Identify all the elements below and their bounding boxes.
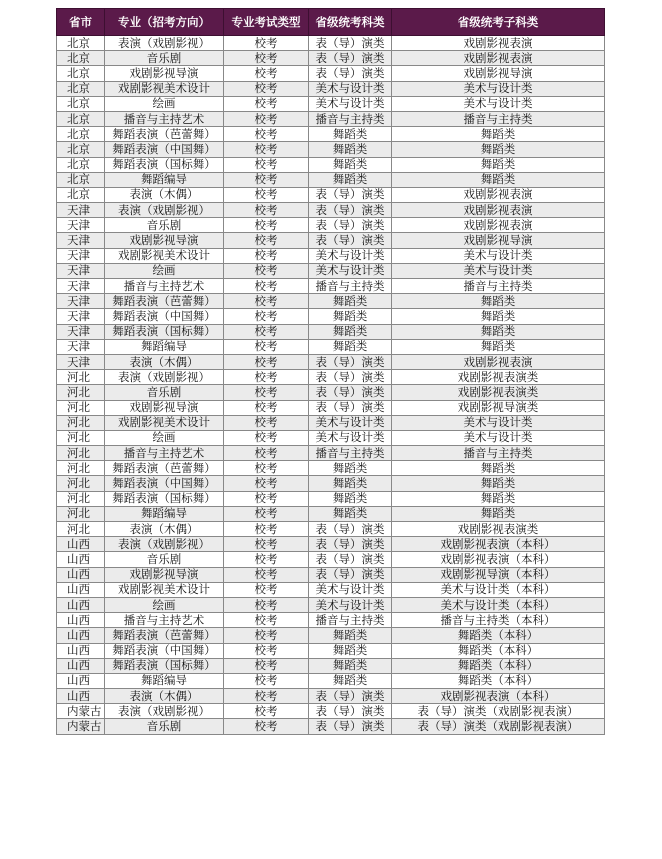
cell-province: 天津 bbox=[57, 203, 105, 218]
cell-exam-type: 校考 bbox=[224, 127, 309, 142]
table-header-row bbox=[57, 9, 605, 36]
table-row bbox=[57, 446, 605, 461]
cell-major: 戏剧影视导演 bbox=[105, 400, 224, 415]
table-row bbox=[57, 582, 605, 597]
table-row bbox=[57, 628, 605, 643]
table-row bbox=[57, 491, 605, 506]
table-row bbox=[57, 218, 605, 233]
cell-major: 舞蹈编导 bbox=[105, 506, 224, 521]
cell-province: 山西 bbox=[57, 689, 105, 704]
cell-exam-subcategory: 戏剧影视表演 bbox=[392, 203, 605, 218]
cell-exam-subcategory: 美术与设计类 bbox=[392, 430, 605, 445]
cell-exam-subcategory: 戏剧影视表演 bbox=[392, 218, 605, 233]
cell-province: 河北 bbox=[57, 506, 105, 521]
cell-exam-subcategory: 舞蹈类 bbox=[392, 172, 605, 187]
cell-province: 河北 bbox=[57, 400, 105, 415]
table-row bbox=[57, 370, 605, 385]
cell-exam-type: 校考 bbox=[224, 279, 309, 294]
cell-exam-type: 校考 bbox=[224, 142, 309, 157]
cell-major: 戏剧影视美术设计 bbox=[105, 582, 224, 597]
cell-major: 戏剧影视导演 bbox=[105, 233, 224, 248]
cell-exam-subcategory: 戏剧影视表演 bbox=[392, 36, 605, 51]
cell-exam-subcategory: 舞蹈类 bbox=[392, 324, 605, 339]
table-row bbox=[57, 248, 605, 263]
table-row bbox=[57, 142, 605, 157]
cell-exam-category: 播音与主持类 bbox=[309, 279, 392, 294]
cell-major: 舞蹈表演（中国舞） bbox=[105, 643, 224, 658]
table-row bbox=[57, 613, 605, 628]
cell-exam-subcategory: 舞蹈类（本科） bbox=[392, 628, 605, 643]
table-row bbox=[57, 81, 605, 96]
cell-province: 内蒙古 bbox=[57, 719, 105, 734]
cell-exam-subcategory: 舞蹈类 bbox=[392, 506, 605, 521]
table-body bbox=[57, 36, 605, 735]
cell-exam-type: 校考 bbox=[224, 51, 309, 66]
cell-exam-category: 美术与设计类 bbox=[309, 415, 392, 430]
table-row bbox=[57, 309, 605, 324]
cell-exam-type: 校考 bbox=[224, 658, 309, 673]
cell-exam-category: 舞蹈类 bbox=[309, 157, 392, 172]
cell-major: 舞蹈编导 bbox=[105, 673, 224, 688]
cell-exam-type: 校考 bbox=[224, 628, 309, 643]
table-row bbox=[57, 96, 605, 111]
cell-province: 山西 bbox=[57, 628, 105, 643]
cell-exam-category: 美术与设计类 bbox=[309, 430, 392, 445]
table-row bbox=[57, 400, 605, 415]
cell-exam-subcategory: 舞蹈类（本科） bbox=[392, 658, 605, 673]
cell-major: 舞蹈表演（芭蕾舞） bbox=[105, 294, 224, 309]
cell-exam-type: 校考 bbox=[224, 263, 309, 278]
table-row bbox=[57, 673, 605, 688]
cell-exam-subcategory: 戏剧影视表演 bbox=[392, 51, 605, 66]
cell-exam-subcategory: 播音与主持类 bbox=[392, 111, 605, 126]
cell-exam-subcategory: 戏剧影视表演（本科） bbox=[392, 689, 605, 704]
cell-exam-category: 美术与设计类 bbox=[309, 597, 392, 612]
cell-province: 山西 bbox=[57, 537, 105, 552]
cell-exam-type: 校考 bbox=[224, 643, 309, 658]
table-row bbox=[57, 233, 605, 248]
cell-province: 天津 bbox=[57, 279, 105, 294]
cell-exam-category: 美术与设计类 bbox=[309, 81, 392, 96]
cell-exam-category: 舞蹈类 bbox=[309, 658, 392, 673]
table-row bbox=[57, 385, 605, 400]
cell-exam-type: 校考 bbox=[224, 66, 309, 81]
table-row bbox=[57, 597, 605, 612]
cell-exam-type: 校考 bbox=[224, 172, 309, 187]
cell-exam-type: 校考 bbox=[224, 294, 309, 309]
cell-exam-category: 舞蹈类 bbox=[309, 643, 392, 658]
table-row bbox=[57, 476, 605, 491]
cell-province: 天津 bbox=[57, 339, 105, 354]
cell-province: 北京 bbox=[57, 81, 105, 96]
cell-exam-subcategory: 戏剧影视导演（本科） bbox=[392, 567, 605, 582]
cell-province: 山西 bbox=[57, 567, 105, 582]
cell-exam-type: 校考 bbox=[224, 689, 309, 704]
cell-major: 表演（木偶） bbox=[105, 354, 224, 369]
cell-exam-type: 校考 bbox=[224, 400, 309, 415]
cell-province: 北京 bbox=[57, 127, 105, 142]
cell-province: 北京 bbox=[57, 157, 105, 172]
table-row bbox=[57, 461, 605, 476]
cell-exam-category: 表（导）演类 bbox=[309, 522, 392, 537]
cell-province: 北京 bbox=[57, 172, 105, 187]
cell-exam-category: 舞蹈类 bbox=[309, 461, 392, 476]
cell-exam-type: 校考 bbox=[224, 552, 309, 567]
cell-major: 绘画 bbox=[105, 430, 224, 445]
cell-exam-type: 校考 bbox=[224, 309, 309, 324]
cell-province: 天津 bbox=[57, 248, 105, 263]
cell-exam-subcategory: 播音与主持类 bbox=[392, 446, 605, 461]
table-row bbox=[57, 324, 605, 339]
cell-exam-category: 舞蹈类 bbox=[309, 476, 392, 491]
cell-province: 天津 bbox=[57, 354, 105, 369]
cell-province: 北京 bbox=[57, 36, 105, 51]
cell-major: 播音与主持艺术 bbox=[105, 446, 224, 461]
cell-exam-category: 美术与设计类 bbox=[309, 248, 392, 263]
cell-exam-subcategory: 舞蹈类 bbox=[392, 294, 605, 309]
cell-major: 舞蹈表演（国标舞） bbox=[105, 658, 224, 673]
cell-major: 音乐剧 bbox=[105, 385, 224, 400]
cell-major: 绘画 bbox=[105, 96, 224, 111]
cell-exam-category: 表（导）演类 bbox=[309, 51, 392, 66]
cell-major: 音乐剧 bbox=[105, 552, 224, 567]
table-row bbox=[57, 522, 605, 537]
cell-province: 北京 bbox=[57, 51, 105, 66]
cell-exam-type: 校考 bbox=[224, 430, 309, 445]
cell-exam-subcategory: 舞蹈类（本科） bbox=[392, 643, 605, 658]
cell-exam-subcategory: 戏剧影视导演 bbox=[392, 233, 605, 248]
cell-exam-category: 表（导）演类 bbox=[309, 704, 392, 719]
cell-exam-type: 校考 bbox=[224, 187, 309, 202]
cell-major: 音乐剧 bbox=[105, 719, 224, 734]
cell-exam-type: 校考 bbox=[224, 233, 309, 248]
cell-exam-subcategory: 舞蹈类 bbox=[392, 339, 605, 354]
cell-province: 河北 bbox=[57, 522, 105, 537]
cell-exam-subcategory: 戏剧影视表演 bbox=[392, 354, 605, 369]
cell-exam-category: 舞蹈类 bbox=[309, 491, 392, 506]
cell-exam-category: 表（导）演类 bbox=[309, 354, 392, 369]
cell-major: 音乐剧 bbox=[105, 51, 224, 66]
cell-exam-category: 舞蹈类 bbox=[309, 172, 392, 187]
cell-exam-category: 舞蹈类 bbox=[309, 142, 392, 157]
cell-province: 北京 bbox=[57, 111, 105, 126]
cell-exam-type: 校考 bbox=[224, 218, 309, 233]
cell-exam-type: 校考 bbox=[224, 203, 309, 218]
table-row bbox=[57, 127, 605, 142]
cell-exam-category: 表（导）演类 bbox=[309, 187, 392, 202]
header-exam-type: 专业考试类型 bbox=[224, 9, 309, 36]
header-province: 省市 bbox=[57, 9, 105, 36]
cell-exam-type: 校考 bbox=[224, 506, 309, 521]
cell-major: 舞蹈表演（国标舞） bbox=[105, 324, 224, 339]
cell-exam-subcategory: 戏剧影视表演（本科） bbox=[392, 552, 605, 567]
cell-province: 河北 bbox=[57, 446, 105, 461]
cell-exam-category: 表（导）演类 bbox=[309, 233, 392, 248]
cell-major: 舞蹈表演（中国舞） bbox=[105, 476, 224, 491]
cell-province: 北京 bbox=[57, 187, 105, 202]
cell-exam-subcategory: 舞蹈类 bbox=[392, 127, 605, 142]
cell-exam-category: 表（导）演类 bbox=[309, 567, 392, 582]
table-row bbox=[57, 704, 605, 719]
table-row bbox=[57, 294, 605, 309]
cell-exam-type: 校考 bbox=[224, 157, 309, 172]
cell-exam-category: 播音与主持类 bbox=[309, 613, 392, 628]
cell-exam-type: 校考 bbox=[224, 582, 309, 597]
cell-province: 山西 bbox=[57, 643, 105, 658]
cell-major: 戏剧影视美术设计 bbox=[105, 415, 224, 430]
cell-exam-category: 表（导）演类 bbox=[309, 689, 392, 704]
header-exam-subcategory: 省级统考子科类 bbox=[392, 9, 605, 36]
table-row bbox=[57, 187, 605, 202]
cell-major: 播音与主持艺术 bbox=[105, 279, 224, 294]
table-row bbox=[57, 643, 605, 658]
cell-province: 山西 bbox=[57, 658, 105, 673]
cell-exam-category: 表（导）演类 bbox=[309, 203, 392, 218]
cell-exam-type: 校考 bbox=[224, 385, 309, 400]
cell-exam-category: 表（导）演类 bbox=[309, 218, 392, 233]
table-row bbox=[57, 415, 605, 430]
table-row bbox=[57, 263, 605, 278]
cell-major: 戏剧影视美术设计 bbox=[105, 248, 224, 263]
cell-province: 山西 bbox=[57, 673, 105, 688]
table-row bbox=[57, 552, 605, 567]
cell-exam-category: 美术与设计类 bbox=[309, 263, 392, 278]
cell-major: 播音与主持艺术 bbox=[105, 111, 224, 126]
cell-exam-subcategory: 美术与设计类 bbox=[392, 415, 605, 430]
cell-major: 舞蹈编导 bbox=[105, 172, 224, 187]
header-major: 专业（招考方向） bbox=[105, 9, 224, 36]
cell-exam-category: 表（导）演类 bbox=[309, 719, 392, 734]
cell-province: 北京 bbox=[57, 142, 105, 157]
cell-exam-category: 播音与主持类 bbox=[309, 111, 392, 126]
cell-exam-category: 表（导）演类 bbox=[309, 36, 392, 51]
cell-exam-subcategory: 表（导）演类（戏剧影视表演） bbox=[392, 704, 605, 719]
cell-exam-type: 校考 bbox=[224, 324, 309, 339]
cell-province: 河北 bbox=[57, 370, 105, 385]
cell-exam-category: 播音与主持类 bbox=[309, 446, 392, 461]
cell-exam-subcategory: 舞蹈类 bbox=[392, 476, 605, 491]
cell-major: 表演（戏剧影视） bbox=[105, 537, 224, 552]
cell-exam-type: 校考 bbox=[224, 446, 309, 461]
cell-exam-type: 校考 bbox=[224, 415, 309, 430]
table-row bbox=[57, 36, 605, 51]
cell-exam-type: 校考 bbox=[224, 537, 309, 552]
cell-province: 天津 bbox=[57, 324, 105, 339]
cell-province: 山西 bbox=[57, 613, 105, 628]
cell-province: 河北 bbox=[57, 385, 105, 400]
cell-exam-category: 表（导）演类 bbox=[309, 537, 392, 552]
cell-exam-type: 校考 bbox=[224, 597, 309, 612]
cell-exam-subcategory: 美术与设计类 bbox=[392, 81, 605, 96]
cell-exam-category: 表（导）演类 bbox=[309, 552, 392, 567]
cell-major: 表演（戏剧影视） bbox=[105, 36, 224, 51]
cell-exam-subcategory: 舞蹈类 bbox=[392, 491, 605, 506]
cell-exam-subcategory: 戏剧影视导演类 bbox=[392, 400, 605, 415]
cell-major: 舞蹈编导 bbox=[105, 339, 224, 354]
cell-province: 天津 bbox=[57, 218, 105, 233]
cell-exam-subcategory: 舞蹈类 bbox=[392, 461, 605, 476]
cell-major: 绘画 bbox=[105, 597, 224, 612]
table-row bbox=[57, 111, 605, 126]
table-row bbox=[57, 658, 605, 673]
cell-province: 河北 bbox=[57, 430, 105, 445]
cell-exam-type: 校考 bbox=[224, 491, 309, 506]
cell-major: 舞蹈表演（国标舞） bbox=[105, 157, 224, 172]
cell-exam-subcategory: 美术与设计类（本科） bbox=[392, 582, 605, 597]
table-row bbox=[57, 66, 605, 81]
table-row bbox=[57, 51, 605, 66]
cell-exam-category: 舞蹈类 bbox=[309, 628, 392, 643]
cell-exam-subcategory: 戏剧影视表演类 bbox=[392, 370, 605, 385]
cell-major: 戏剧影视导演 bbox=[105, 66, 224, 81]
cell-exam-type: 校考 bbox=[224, 339, 309, 354]
cell-exam-subcategory: 表（导）演类（戏剧影视表演） bbox=[392, 719, 605, 734]
cell-exam-type: 校考 bbox=[224, 476, 309, 491]
cell-major: 表演（木偶） bbox=[105, 522, 224, 537]
admissions-table bbox=[56, 8, 605, 735]
cell-exam-subcategory: 戏剧影视表演（本科） bbox=[392, 537, 605, 552]
cell-province: 山西 bbox=[57, 597, 105, 612]
cell-exam-type: 校考 bbox=[224, 370, 309, 385]
cell-exam-type: 校考 bbox=[224, 81, 309, 96]
table-row bbox=[57, 567, 605, 582]
cell-exam-type: 校考 bbox=[224, 354, 309, 369]
cell-exam-type: 校考 bbox=[224, 248, 309, 263]
cell-exam-category: 舞蹈类 bbox=[309, 127, 392, 142]
cell-province: 山西 bbox=[57, 582, 105, 597]
cell-major: 戏剧影视美术设计 bbox=[105, 81, 224, 96]
table-row bbox=[57, 430, 605, 445]
cell-exam-subcategory: 舞蹈类 bbox=[392, 309, 605, 324]
table-row bbox=[57, 689, 605, 704]
cell-exam-category: 美术与设计类 bbox=[309, 582, 392, 597]
table-row bbox=[57, 279, 605, 294]
cell-major: 播音与主持艺术 bbox=[105, 613, 224, 628]
cell-province: 河北 bbox=[57, 461, 105, 476]
cell-exam-type: 校考 bbox=[224, 567, 309, 582]
cell-exam-subcategory: 播音与主持类 bbox=[392, 279, 605, 294]
cell-province: 河北 bbox=[57, 491, 105, 506]
cell-province: 天津 bbox=[57, 294, 105, 309]
cell-exam-type: 校考 bbox=[224, 522, 309, 537]
cell-major: 音乐剧 bbox=[105, 218, 224, 233]
table-row bbox=[57, 157, 605, 172]
cell-exam-category: 表（导）演类 bbox=[309, 400, 392, 415]
table-row bbox=[57, 339, 605, 354]
cell-exam-subcategory: 戏剧影视表演类 bbox=[392, 385, 605, 400]
cell-exam-subcategory: 戏剧影视表演类 bbox=[392, 522, 605, 537]
cell-exam-subcategory: 美术与设计类（本科） bbox=[392, 597, 605, 612]
cell-exam-subcategory: 舞蹈类 bbox=[392, 157, 605, 172]
cell-exam-type: 校考 bbox=[224, 613, 309, 628]
cell-exam-subcategory: 戏剧影视表演 bbox=[392, 187, 605, 202]
table-row bbox=[57, 537, 605, 552]
cell-province: 北京 bbox=[57, 66, 105, 81]
cell-province: 山西 bbox=[57, 552, 105, 567]
cell-exam-type: 校考 bbox=[224, 111, 309, 126]
cell-exam-type: 校考 bbox=[224, 673, 309, 688]
cell-exam-category: 舞蹈类 bbox=[309, 309, 392, 324]
cell-major: 表演（木偶） bbox=[105, 187, 224, 202]
cell-exam-category: 舞蹈类 bbox=[309, 339, 392, 354]
cell-major: 舞蹈表演（芭蕾舞） bbox=[105, 461, 224, 476]
table-row bbox=[57, 354, 605, 369]
cell-exam-type: 校考 bbox=[224, 704, 309, 719]
cell-exam-category: 舞蹈类 bbox=[309, 324, 392, 339]
cell-exam-category: 舞蹈类 bbox=[309, 506, 392, 521]
cell-exam-category: 表（导）演类 bbox=[309, 385, 392, 400]
cell-major: 绘画 bbox=[105, 263, 224, 278]
cell-province: 河北 bbox=[57, 476, 105, 491]
cell-exam-subcategory: 戏剧影视导演 bbox=[392, 66, 605, 81]
cell-province: 河北 bbox=[57, 415, 105, 430]
cell-exam-subcategory: 美术与设计类 bbox=[392, 96, 605, 111]
cell-province: 天津 bbox=[57, 233, 105, 248]
cell-exam-type: 校考 bbox=[224, 719, 309, 734]
cell-exam-subcategory: 舞蹈类（本科） bbox=[392, 673, 605, 688]
cell-province: 天津 bbox=[57, 309, 105, 324]
cell-exam-subcategory: 美术与设计类 bbox=[392, 263, 605, 278]
table-row bbox=[57, 203, 605, 218]
cell-exam-type: 校考 bbox=[224, 36, 309, 51]
cell-major: 舞蹈表演（芭蕾舞） bbox=[105, 628, 224, 643]
cell-major: 戏剧影视导演 bbox=[105, 567, 224, 582]
table-row bbox=[57, 719, 605, 734]
cell-exam-category: 舞蹈类 bbox=[309, 673, 392, 688]
table-row bbox=[57, 172, 605, 187]
admissions-table-sheet bbox=[56, 8, 604, 735]
cell-exam-category: 表（导）演类 bbox=[309, 370, 392, 385]
cell-major: 舞蹈表演（中国舞） bbox=[105, 142, 224, 157]
cell-major: 舞蹈表演（中国舞） bbox=[105, 309, 224, 324]
cell-exam-type: 校考 bbox=[224, 96, 309, 111]
cell-major: 表演（戏剧影视） bbox=[105, 203, 224, 218]
cell-exam-category: 舞蹈类 bbox=[309, 294, 392, 309]
header-exam-category: 省级统考科类 bbox=[309, 9, 392, 36]
cell-major: 舞蹈表演（国标舞） bbox=[105, 491, 224, 506]
cell-major: 表演（戏剧影视） bbox=[105, 370, 224, 385]
cell-exam-subcategory: 舞蹈类 bbox=[392, 142, 605, 157]
cell-province: 天津 bbox=[57, 263, 105, 278]
cell-exam-category: 表（导）演类 bbox=[309, 66, 392, 81]
cell-exam-subcategory: 播音与主持类（本科） bbox=[392, 613, 605, 628]
cell-exam-type: 校考 bbox=[224, 461, 309, 476]
cell-exam-subcategory: 美术与设计类 bbox=[392, 248, 605, 263]
cell-province: 内蒙古 bbox=[57, 704, 105, 719]
cell-major: 表演（木偶） bbox=[105, 689, 224, 704]
cell-major: 表演（戏剧影视） bbox=[105, 704, 224, 719]
cell-exam-category: 美术与设计类 bbox=[309, 96, 392, 111]
cell-major: 舞蹈表演（芭蕾舞） bbox=[105, 127, 224, 142]
table-row bbox=[57, 506, 605, 521]
cell-province: 北京 bbox=[57, 96, 105, 111]
